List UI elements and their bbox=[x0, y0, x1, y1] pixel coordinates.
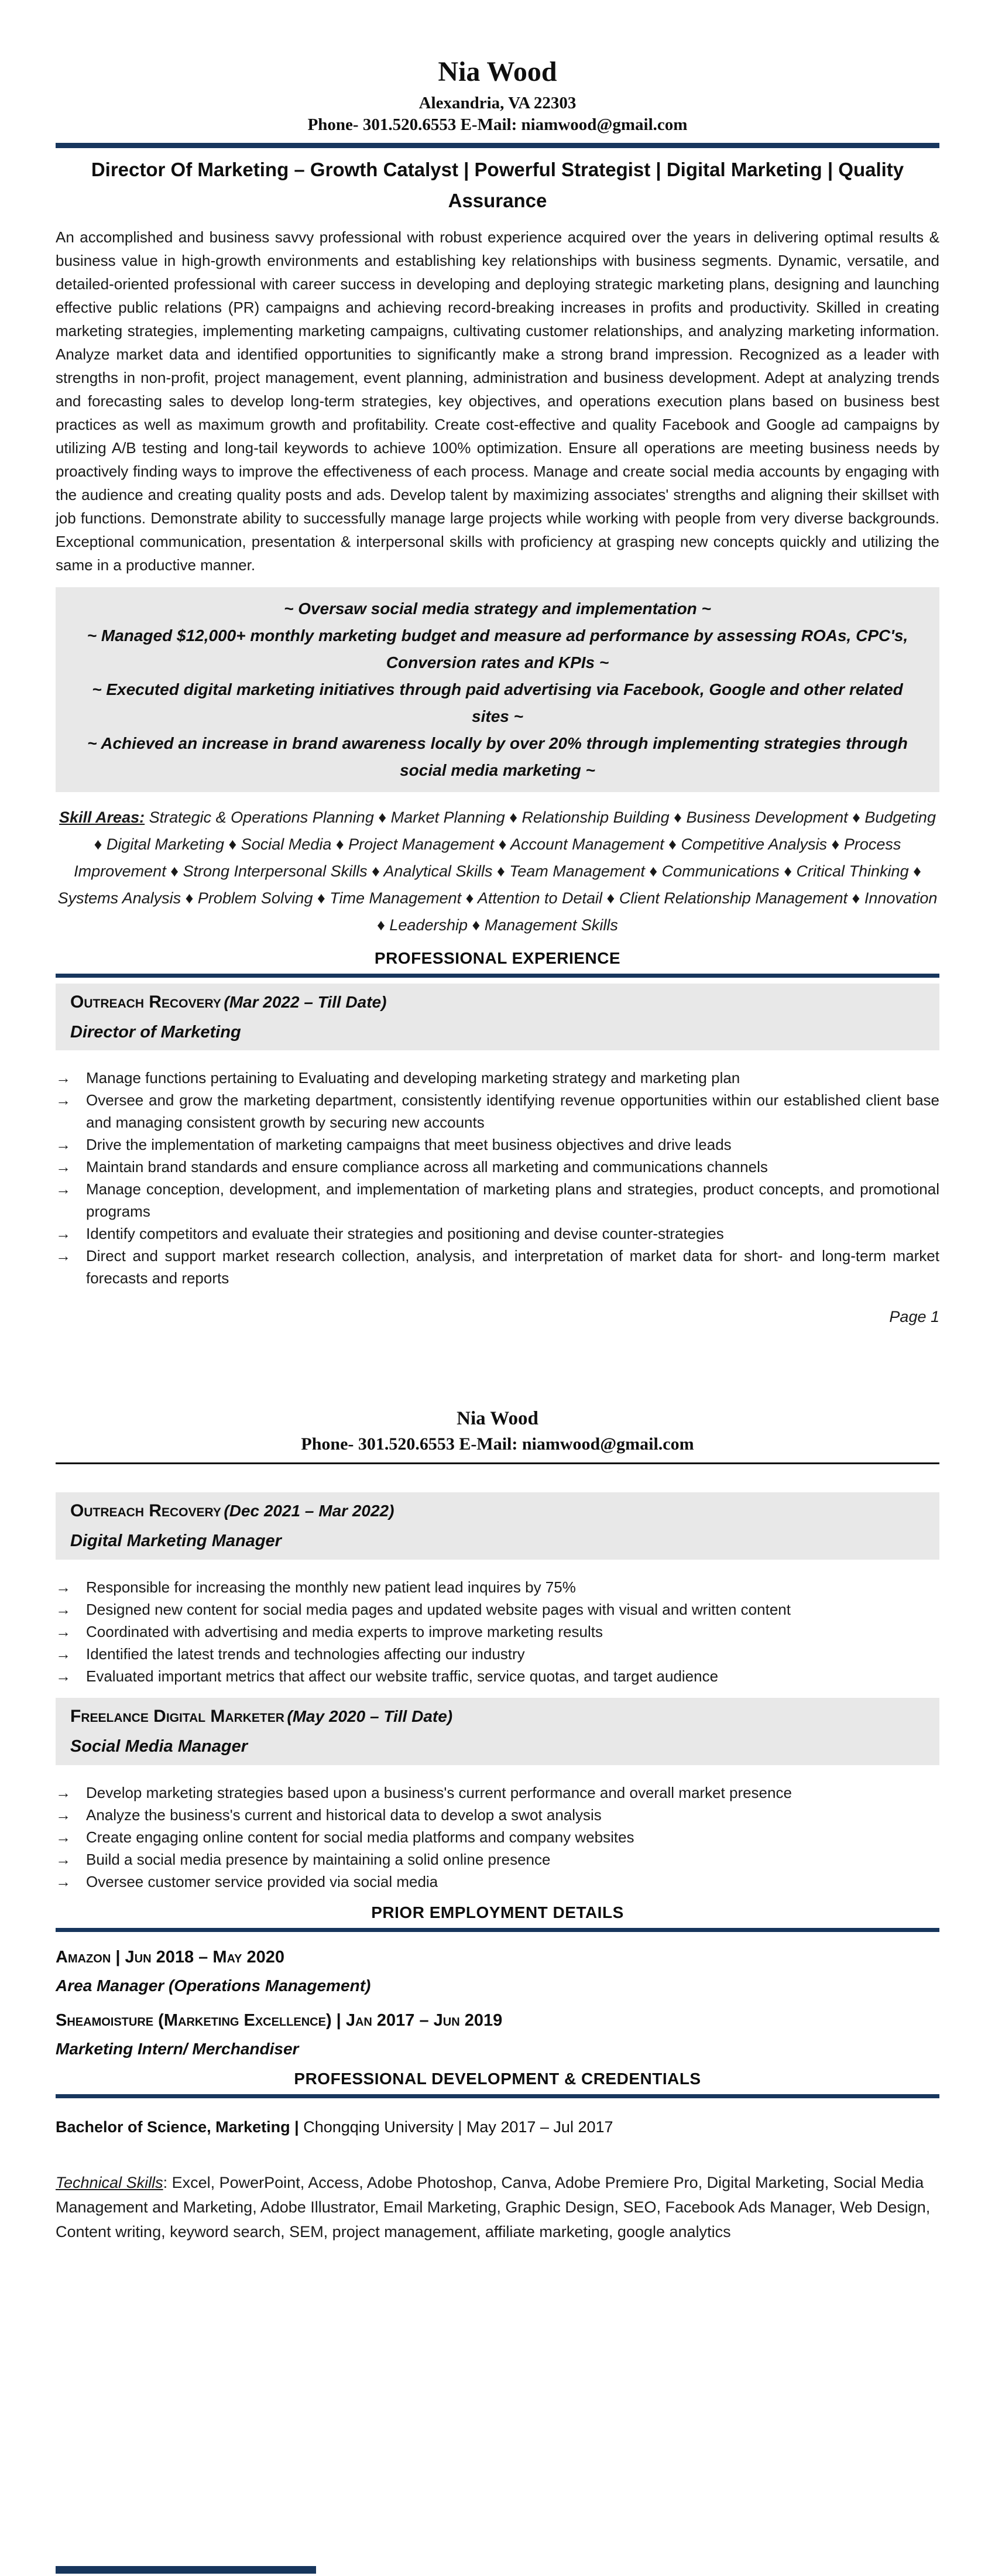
skill-areas bbox=[56, 804, 939, 938]
job-bullet: → Oversee and grow the marketing department, consistently identifying revenue opportunities within our established client base and managing consistent growth by securing new accounts bbox=[56, 1089, 939, 1133]
job-bullet: → Designed new content for social media pages and updated website pages with visual and written content bbox=[56, 1598, 939, 1621]
job-bullet: → Identified the latest trends and technologies affecting our industry bbox=[56, 1643, 939, 1665]
header-divider bbox=[56, 143, 939, 148]
arrow-bullet-icon: → bbox=[56, 1783, 71, 1801]
arrow-bullet-icon: → bbox=[56, 1225, 71, 1243]
job-bullet: → Manage conception, development, and implementation of marketing plans and strategies, product concepts, and promotional programs bbox=[56, 1178, 939, 1222]
prior-company: Amazon | Jun 2018 – May 2020 bbox=[56, 1947, 284, 1967]
arrow-bullet-icon: → bbox=[56, 1158, 71, 1176]
section-heading-credentials: PROFESSIONAL DEVELOPMENT & CREDENTIALS bbox=[294, 2069, 701, 2088]
prior-employment-entry bbox=[56, 2010, 939, 2058]
job-role: Director of Marketing bbox=[70, 1022, 241, 1042]
job-dates: (Mar 2022 – Till Date) bbox=[224, 992, 387, 1011]
skill-areas-label: Skill Areas: bbox=[59, 808, 145, 826]
achievement-highlights bbox=[56, 587, 939, 792]
job-company: Freelance Digital Marketer bbox=[70, 1707, 284, 1727]
job-bullet: → Identify competitors and evaluate their strategies and positioning and devise counter-strategies bbox=[56, 1222, 939, 1245]
education-details: Chongqing University | May 2017 – Jul 2017 bbox=[298, 2118, 613, 2136]
job-company-line bbox=[70, 1501, 925, 1522]
page2-header-divider bbox=[56, 1462, 939, 1464]
job-bullet: → Create engaging online content for social media platforms and company websites bbox=[56, 1826, 939, 1848]
arrow-bullet-icon: → bbox=[56, 1578, 71, 1597]
job-header-box bbox=[56, 984, 939, 1051]
arrow-bullet-icon: → bbox=[56, 1091, 71, 1109]
candidate-name-page2: Nia Wood bbox=[457, 1408, 538, 1430]
section-divider bbox=[56, 974, 939, 978]
section-divider bbox=[56, 1928, 939, 1932]
job-bullet-list bbox=[56, 1576, 939, 1687]
arrow-bullet-icon: → bbox=[56, 1645, 71, 1663]
prior-employment-entry bbox=[56, 1947, 939, 1995]
job-bullet-list bbox=[56, 1067, 939, 1289]
arrow-bullet-icon: → bbox=[56, 1806, 71, 1824]
job-bullet: → Oversee customer service provided via social media bbox=[56, 1871, 939, 1893]
section-heading-prior-employment: PRIOR EMPLOYMENT DETAILS bbox=[371, 1903, 624, 1921]
skill-areas-list: Strategic & Operations Planning ♦ Market Planning ♦ Relationship Building ♦ Business Development ♦ Budgeting ♦ Digital Marketing ♦ Social Media ♦ Project Management ♦ Account Management ♦ Competitive Analysis ♦ Process Improvement ♦ Strong Interpersonal Skills ♦ Analytical Skills ♦ Team Management ♦ Communications ♦ Critical Thinking ♦ Systems Analysis ♦ Problem Solving ♦ Time Management ♦ Attention to Detail ♦ Client Relationship Management ♦ Innovation ♦ Leadership ♦ Management Skills bbox=[57, 808, 938, 934]
job-bullet: → Evaluated important metrics that affect our website traffic, service quotas, and target audience bbox=[56, 1665, 939, 1687]
job-bullet: → Build a social media presence by maintaining a solid online presence bbox=[56, 1848, 939, 1871]
arrow-bullet-icon: → bbox=[56, 1667, 71, 1686]
bottom-page-divider bbox=[56, 2566, 316, 2574]
arrow-bullet-icon: → bbox=[56, 1180, 71, 1198]
job-bullet: → Drive the implementation of marketing campaigns that meet business objectives and drive leads bbox=[56, 1133, 939, 1156]
job-bullet: → Develop marketing strategies based upon a business's current performance and overall market presence bbox=[56, 1782, 939, 1804]
job-bullet: → Coordinated with advertising and media experts to improve marketing results bbox=[56, 1621, 939, 1643]
job-bullet: → Maintain brand standards and ensure compliance across all marketing and communications channels bbox=[56, 1156, 939, 1178]
job-header-box bbox=[56, 1698, 939, 1765]
arrow-bullet-icon: → bbox=[56, 1601, 71, 1619]
job-company-line bbox=[70, 1706, 925, 1727]
job-role: Digital Marketing Manager bbox=[70, 1532, 282, 1551]
technical-skills-list: : Excel, PowerPoint, Access, Adobe Photoshop, Canva, Adobe Premiere Pro, Digital Marketing, Social Media Management and Marketing, Adobe Illustrator, Email Marketing, Graphic Design, SEO, Facebook Ads Manager, Web Design, Content writing, keyword search, SEM, project management, affiliate marketing, google analytics bbox=[56, 2173, 931, 2241]
candidate-contact-page2: Phone- 301.520.6553 E-Mail: niamwood@gmail.com bbox=[301, 1434, 694, 1454]
page1-footer: Page 1 bbox=[889, 1308, 939, 1326]
highlight-line: ~ Oversaw social media strategy and implementation ~ bbox=[284, 599, 711, 618]
job-role: Social Media Manager bbox=[70, 1737, 248, 1756]
prior-role: Marketing Intern/ Merchandiser bbox=[56, 2040, 299, 2058]
job-bullet: → Responsible for increasing the monthly new patient lead inquires by 75% bbox=[56, 1576, 939, 1598]
arrow-bullet-icon: → bbox=[56, 1828, 71, 1846]
job-bullet: → Analyze the business's current and historical data to develop a swot analysis bbox=[56, 1804, 939, 1826]
education-degree: Bachelor of Science, Marketing | bbox=[56, 2118, 299, 2136]
arrow-bullet-icon: → bbox=[56, 1850, 71, 1868]
highlight-line: ~ Achieved an increase in brand awareness locally by over 20% through implementing strategies through social media marketing ~ bbox=[87, 734, 908, 779]
arrow-bullet-icon: → bbox=[56, 1623, 71, 1641]
technical-skills-label: Technical Skills bbox=[56, 2173, 163, 2191]
resume-headline: Director Of Marketing – Growth Catalyst | Powerful Strategist | Digital Marketing | Quality Assurance bbox=[91, 158, 904, 211]
candidate-name: Nia Wood bbox=[438, 56, 557, 87]
prior-role: Area Manager (Operations Management) bbox=[56, 1976, 371, 1995]
job-dates: (Dec 2021 – Mar 2022) bbox=[224, 1502, 394, 1520]
arrow-bullet-icon: → bbox=[56, 1872, 71, 1890]
prior-company: Sheamoisture (Marketing Excellence) | Jan 2017 – Jun 2019 bbox=[56, 2011, 503, 2030]
job-bullet: → Manage functions pertaining to Evaluating and developing marketing strategy and marketing plan bbox=[56, 1067, 939, 1089]
highlight-line: ~ Executed digital marketing initiatives through paid advertising via Facebook, Google and other related sites ~ bbox=[92, 680, 903, 725]
professional-summary: An accomplished and business savvy professional with robust experience acquired over the years in delivering optimal results & business value in high-growth environments and establishing key relationships with business segments. Dynamic, versatile, and detailed-oriented professional with career success in developing and deploying strategic marketing plans, designing and launching effective public relations (PR) campaigns and achieving record-breaking increases in profits and productivity. Skilled in creating marketing strategies, implementing marketing campaigns, cultivating customer relationships, and analyzing marketing information. Analyze market data and identified opportunities to significantly make a strong brand impression. Recognized as a leader with strengths in non-profit, project management, event planning, administration and business development. Adept at analyzing trends and forecasting sales to develop long-term strategies, key objectives, and operations execution plans based on business best practices as well as maximum growth and profitability. Create cost-effective and quality Facebook and Google ad campaigns by utilizing A/B testing and long-tail keywords to achieve 100% optimization. Ensure all operations are meeting business needs by proactively finding ways to improve the effectiveness of each process. Manage and create social media accounts by engaging with the audience and creating quality posts and ads. Develop talent by maximizing associates' strengths and aligning their skillset with job functions. Demonstrate ability to successfully manage large projects while working with people from very diverse backgrounds. Exceptional communication, presentation & interpersonal skills with proficiency at grasping new concepts quickly and utilizing the same in a productive manner. bbox=[56, 228, 939, 574]
arrow-bullet-icon: → bbox=[56, 1136, 71, 1154]
highlight-line: ~ Managed $12,000+ monthly marketing budget and measure ad performance by assessing ROAs, CPC's, Conversion rates and KPIs ~ bbox=[87, 626, 908, 672]
section-heading-experience: PROFESSIONAL EXPERIENCE bbox=[374, 948, 621, 967]
technical-skills bbox=[56, 2170, 939, 2244]
candidate-location: Alexandria, VA 22303 bbox=[418, 93, 577, 112]
job-company-line bbox=[70, 992, 925, 1013]
job-company: Outreach Recovery bbox=[70, 1501, 221, 1521]
education-entry bbox=[56, 2117, 939, 2137]
section-divider bbox=[56, 2094, 939, 2098]
job-dates: (May 2020 – Till Date) bbox=[287, 1707, 453, 1726]
job-bullet: → Direct and support market research collection, analysis, and interpretation of market data for short- and long-term market forecasts and reports bbox=[56, 1245, 939, 1289]
arrow-bullet-icon: → bbox=[56, 1069, 71, 1087]
job-bullet-list bbox=[56, 1782, 939, 1893]
candidate-contact: Phone- 301.520.6553 E-Mail: niamwood@gmail.com bbox=[307, 115, 688, 134]
job-header-box bbox=[56, 1492, 939, 1560]
job-company: Outreach Recovery bbox=[70, 992, 221, 1012]
arrow-bullet-icon: → bbox=[56, 1247, 71, 1265]
